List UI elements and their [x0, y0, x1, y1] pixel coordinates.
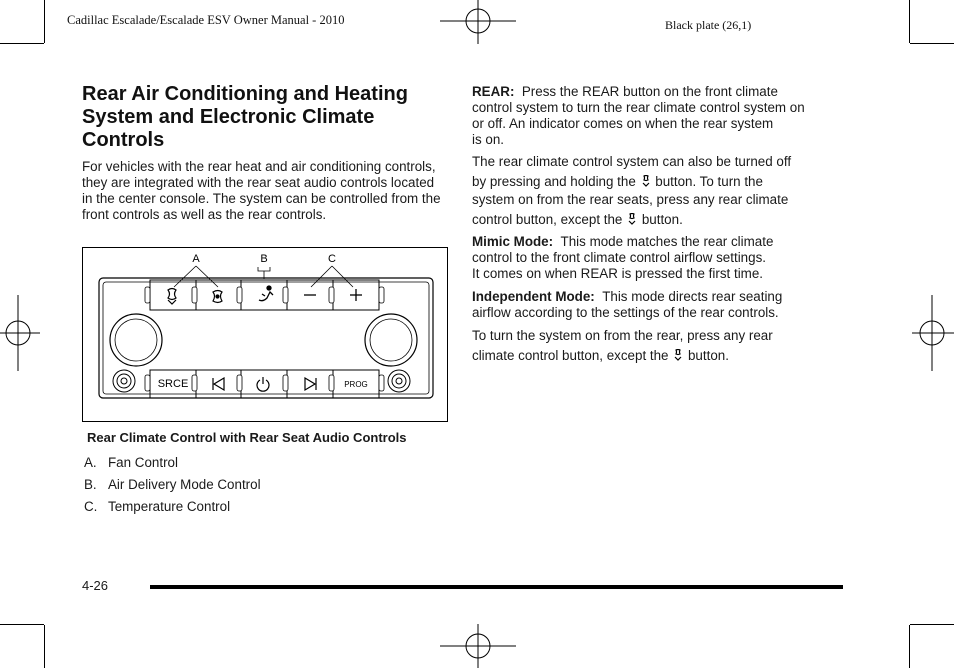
climate-control-figure [82, 247, 449, 423]
crop-mark [0, 624, 44, 625]
text-line: control system to turn the rear climate control system on [472, 100, 805, 115]
crop-mark [910, 624, 954, 625]
footer-rule [150, 585, 843, 589]
text-line: climate control button, except the button. [472, 348, 729, 363]
rear-label: REAR: [472, 84, 515, 99]
fan-off-icon [627, 213, 637, 225]
text-line: Mimic Mode: This mode matches the rear climate [472, 234, 774, 249]
section-title-line: System and Electronic Climate [82, 106, 375, 128]
independent-label: Independent Mode: [472, 289, 595, 304]
fan-off-icon [641, 175, 651, 187]
text-line: Independent Mode: This mode directs rear seating [472, 289, 783, 304]
intro-paragraph: For vehicles with the rear heat and air conditioning controls, they are integrated with the rear seat audio controls located in the center console. The system can be controlled from the front controls as well as the rear controls. [82, 159, 441, 222]
registration-mark-icon [440, 0, 516, 44]
right-knob [365, 314, 417, 366]
legend-item [84, 477, 261, 492]
text-line: It comes on when REAR is pressed the first time. [472, 266, 763, 281]
legend-item [84, 499, 230, 514]
srce-button-label: SRCE [157, 378, 189, 390]
crop-mark [0, 43, 44, 44]
legend-letter: A. [84, 455, 97, 470]
text-line: or off. An indicator comes on when the rear system [472, 116, 774, 131]
text-line: by pressing and holding the button. To turn the [472, 174, 763, 189]
text-line: system on from the rear seats, press any rear climate [472, 192, 789, 207]
left-knob [110, 314, 162, 366]
mimic-paragraph [472, 234, 844, 282]
legend-letter: C. [84, 499, 98, 514]
fan-off-icon [673, 349, 683, 361]
text-line: control button, except the button. [472, 212, 683, 227]
crop-mark [909, 625, 910, 668]
text-line: To turn the system on from the rear, press any rear [472, 328, 773, 343]
callout-c: C [328, 253, 336, 265]
crop-mark [909, 0, 910, 43]
crop-mark [44, 0, 45, 43]
text-line: airflow according to the settings of the rear controls. [472, 305, 779, 320]
text-line: The rear climate control system can also be turned off [472, 154, 792, 169]
mimic-label: Mimic Mode: [472, 234, 554, 249]
independent-paragraph [472, 289, 844, 321]
manual-title: Cadillac Escalade/Escalade ESV Owner Manual - 2010 [67, 13, 345, 27]
registration-mark-icon [440, 624, 516, 668]
legend-text: Temperature Control [108, 499, 231, 514]
rear-paragraph [472, 84, 844, 148]
text-line: control to the front climate control airflow settings. [472, 250, 766, 265]
registration-mark-icon [912, 295, 954, 371]
crop-mark [910, 43, 954, 44]
figure-caption: Rear Climate Control with Rear Seat Audio Controls [87, 430, 407, 445]
legend-text: Fan Control [108, 455, 178, 470]
crop-mark [44, 625, 45, 668]
plate-label: Black plate (26,1) [665, 18, 752, 32]
rear-on-paragraph [472, 328, 844, 364]
legend-item [84, 455, 178, 470]
legend-letter: B. [84, 477, 97, 492]
registration-mark-icon [0, 295, 40, 371]
text-line: REAR: Press the REAR button on the front climate [472, 84, 778, 99]
section-title-line: Controls [82, 129, 165, 151]
section-title [82, 83, 452, 152]
off-paragraph [472, 154, 844, 228]
callout-a: A [192, 253, 200, 265]
section-title-line: Rear Air Conditioning and Heating [82, 83, 408, 105]
callout-b: B [260, 253, 268, 265]
page-number: 4-26 [82, 578, 109, 593]
legend-text: Air Delivery Mode Control [108, 477, 261, 492]
prog-button-label: PROG [344, 380, 368, 389]
text-line: is on. [472, 132, 505, 147]
